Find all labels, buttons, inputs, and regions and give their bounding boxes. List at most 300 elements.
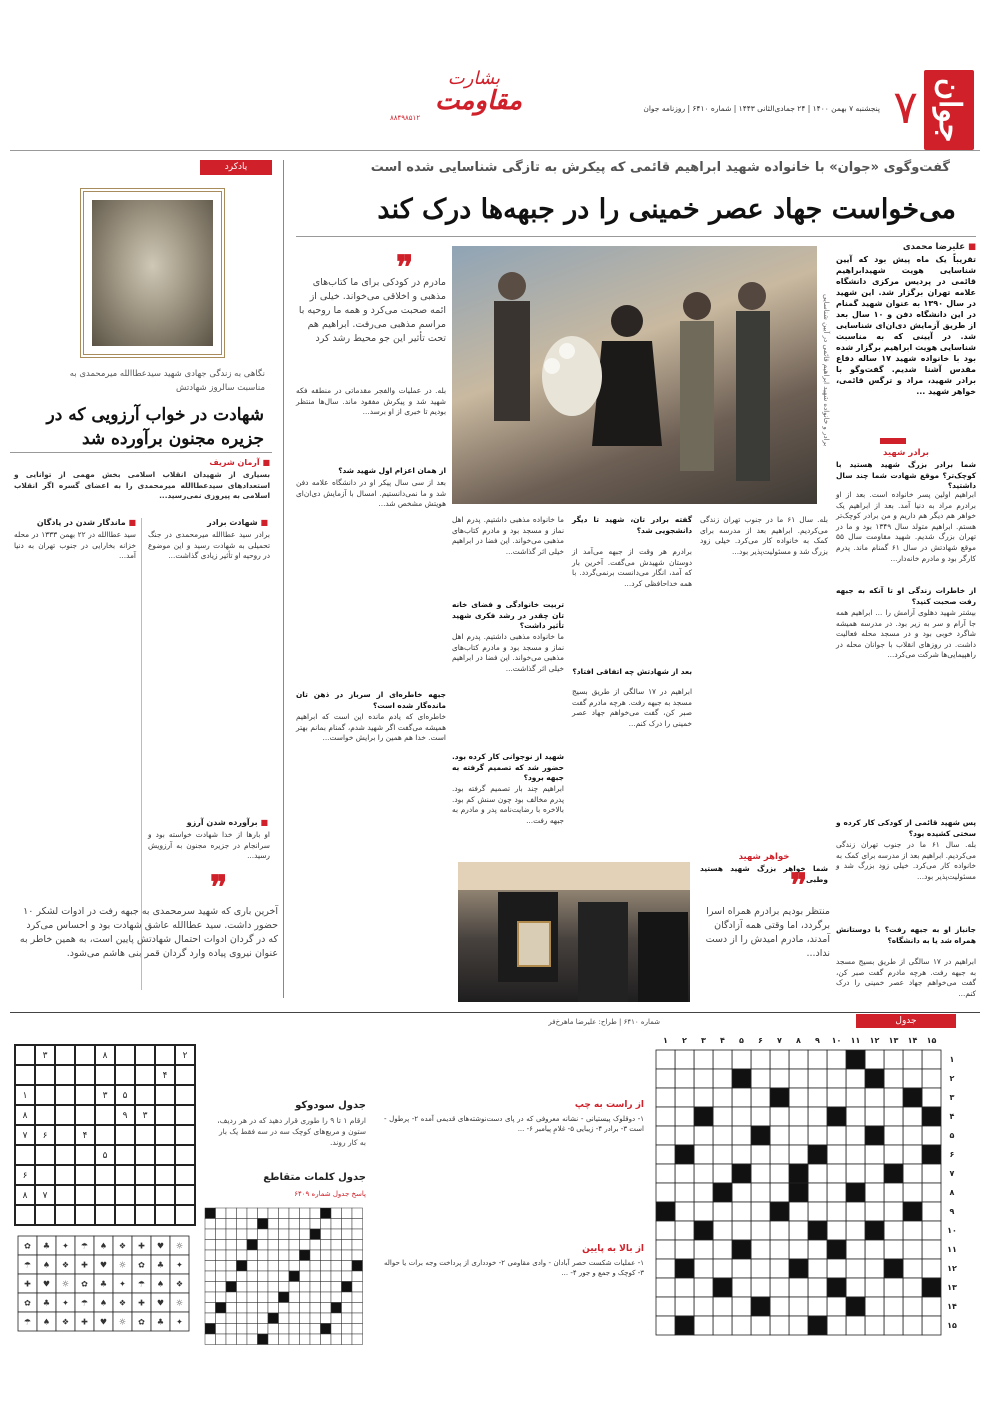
sudoku-cell[interactable] xyxy=(95,1185,115,1205)
crossword-cell[interactable] xyxy=(884,1126,903,1145)
crossword-cell[interactable] xyxy=(789,1202,808,1221)
crossword-cell[interactable] xyxy=(713,1297,732,1316)
crossword-cell[interactable] xyxy=(846,1145,865,1164)
sister-name: شما خواهر بزرگ شهید هستید وطبی xyxy=(697,864,828,884)
answer-cell xyxy=(237,1282,248,1293)
crossword-cell[interactable] xyxy=(846,1278,865,1297)
crossword-cell[interactable] xyxy=(770,1221,789,1240)
crossword-cell[interactable] xyxy=(827,1183,846,1202)
sudoku-cell[interactable] xyxy=(55,1165,75,1185)
crossword-cell[interactable] xyxy=(732,1202,751,1221)
sudoku-cell[interactable] xyxy=(95,1065,115,1085)
crossword-cell[interactable] xyxy=(922,1316,941,1335)
crossword-cell[interactable] xyxy=(903,1183,922,1202)
sudoku-cell[interactable] xyxy=(15,1065,35,1085)
crossword-cell[interactable] xyxy=(656,1316,675,1335)
sudoku-cell[interactable] xyxy=(75,1145,95,1165)
sudoku-cell[interactable]: ۷ xyxy=(15,1125,35,1145)
crossword-cell[interactable] xyxy=(865,1278,884,1297)
crossword-cell[interactable] xyxy=(656,1221,675,1240)
crossword-cell[interactable] xyxy=(827,1221,846,1240)
crossword-cell[interactable] xyxy=(770,1107,789,1126)
sudoku-cell[interactable] xyxy=(155,1125,175,1145)
crossword-cell[interactable] xyxy=(922,1202,941,1221)
crossword-cell[interactable] xyxy=(827,1297,846,1316)
answer-cell xyxy=(310,1282,321,1293)
crossword-grid[interactable] xyxy=(656,1050,941,1335)
crossword-col-number: ۲ xyxy=(682,1036,687,1045)
crossword-cell[interactable] xyxy=(789,1107,808,1126)
crossword-cell[interactable] xyxy=(903,1316,922,1335)
crossword-cell[interactable] xyxy=(694,1164,713,1183)
crossword-cell[interactable] xyxy=(694,1050,713,1069)
crossword-cell[interactable] xyxy=(694,1183,713,1202)
sudoku-cell[interactable]: ۸ xyxy=(95,1045,115,1065)
sudoku-cell[interactable] xyxy=(35,1165,55,1185)
sudoku-cell[interactable]: ۹ xyxy=(115,1105,135,1125)
crossword-cell[interactable] xyxy=(903,1145,922,1164)
sudoku-cell[interactable] xyxy=(155,1205,175,1225)
sudoku-cell[interactable] xyxy=(15,1045,35,1065)
crossword-cell[interactable] xyxy=(865,1202,884,1221)
crossword-cell[interactable] xyxy=(846,1164,865,1183)
crossword-cell[interactable] xyxy=(808,1297,827,1316)
answer-cell xyxy=(310,1261,321,1272)
answer-cell xyxy=(300,1303,311,1314)
crossword-cell[interactable] xyxy=(751,1069,770,1088)
sudoku-cell[interactable] xyxy=(55,1185,75,1205)
crossword-block-cell xyxy=(827,1107,846,1126)
answer-cell xyxy=(300,1208,311,1219)
symbol-svg[interactable] xyxy=(14,1232,194,1342)
answer-cell xyxy=(226,1240,237,1251)
sudoku-cell[interactable]: ۳ xyxy=(95,1085,115,1105)
crossword-cell[interactable] xyxy=(656,1278,675,1297)
sudoku-cell[interactable] xyxy=(155,1105,175,1125)
crossword-cell[interactable] xyxy=(865,1183,884,1202)
crossword-svg[interactable] xyxy=(656,1050,941,1335)
sudoku-cell[interactable] xyxy=(175,1145,195,1165)
crossword-cell[interactable] xyxy=(732,1297,751,1316)
crossword-cell[interactable] xyxy=(922,1069,941,1088)
crossword-cell[interactable] xyxy=(884,1221,903,1240)
crossword-cell[interactable] xyxy=(884,1240,903,1259)
crossword-cell[interactable] xyxy=(770,1069,789,1088)
crossword-cell[interactable] xyxy=(808,1107,827,1126)
sudoku-cell[interactable]: ۳ xyxy=(135,1105,155,1125)
crossword-cell[interactable] xyxy=(827,1126,846,1145)
sudoku-cell[interactable]: ۸ xyxy=(15,1105,35,1125)
crossword-cell[interactable] xyxy=(675,1240,694,1259)
sudoku-cell[interactable] xyxy=(175,1085,195,1105)
sudoku-cell[interactable] xyxy=(55,1065,75,1085)
sudoku-cell[interactable] xyxy=(155,1045,175,1065)
sudoku-cell[interactable] xyxy=(35,1065,55,1085)
symbol-puzzle[interactable] xyxy=(14,1232,194,1342)
sudoku-cell[interactable] xyxy=(135,1185,155,1205)
crossword-cell[interactable] xyxy=(922,1126,941,1145)
crossword-cell[interactable] xyxy=(675,1050,694,1069)
crossword-cell[interactable] xyxy=(922,1240,941,1259)
sudoku-cell[interactable] xyxy=(75,1105,95,1125)
crossword-cell[interactable] xyxy=(922,1164,941,1183)
sudoku-cell[interactable] xyxy=(155,1185,175,1205)
crossword-cell[interactable] xyxy=(732,1221,751,1240)
sudoku-cell[interactable] xyxy=(115,1205,135,1225)
crossword-cell[interactable] xyxy=(713,1202,732,1221)
crossword-cell[interactable] xyxy=(865,1145,884,1164)
crossword-cell[interactable] xyxy=(694,1278,713,1297)
sudoku-cell[interactable] xyxy=(155,1085,175,1105)
crossword-cell[interactable] xyxy=(751,1164,770,1183)
sudoku-cell[interactable] xyxy=(95,1125,115,1145)
crossword-cell[interactable] xyxy=(656,1050,675,1069)
sudoku-cell[interactable]: ۶ xyxy=(15,1165,35,1185)
crossword-cell[interactable] xyxy=(656,1164,675,1183)
crossword-cell[interactable] xyxy=(846,1126,865,1145)
answer-cell xyxy=(226,1334,237,1345)
crossword-cell[interactable] xyxy=(884,1202,903,1221)
sudoku-cell[interactable] xyxy=(75,1205,95,1225)
sudoku-cell[interactable]: ۴ xyxy=(75,1125,95,1145)
sudoku-cell[interactable] xyxy=(35,1105,55,1125)
sudoku-cell[interactable] xyxy=(115,1165,135,1185)
sudoku-cell[interactable] xyxy=(115,1125,135,1145)
symbol-glyph: ✚ xyxy=(81,1260,88,1270)
crossword-cell[interactable] xyxy=(770,1297,789,1316)
sudoku-cell[interactable]: ۴ xyxy=(155,1065,175,1085)
sudoku-cell[interactable] xyxy=(175,1065,195,1085)
crossword-cell[interactable] xyxy=(789,1050,808,1069)
sudoku-cell[interactable] xyxy=(175,1165,195,1185)
crossword-cell[interactable] xyxy=(808,1050,827,1069)
crossword-cell[interactable] xyxy=(656,1183,675,1202)
crossword-cell[interactable] xyxy=(884,1145,903,1164)
crossword-cell[interactable] xyxy=(846,1088,865,1107)
crossword-cell[interactable] xyxy=(713,1088,732,1107)
sudoku-cell[interactable] xyxy=(115,1065,135,1085)
sudoku-cell[interactable] xyxy=(95,1205,115,1225)
crossword-cell[interactable] xyxy=(808,1069,827,1088)
crossword-cell[interactable] xyxy=(827,1164,846,1183)
crossword-cell[interactable] xyxy=(713,1164,732,1183)
crossword-cell[interactable] xyxy=(922,1259,941,1278)
crossword-cell[interactable] xyxy=(922,1183,941,1202)
sudoku-cell[interactable]: ۵ xyxy=(115,1085,135,1105)
answer-cell xyxy=(279,1334,290,1345)
crossword-cell[interactable] xyxy=(751,1240,770,1259)
crossword-cell[interactable] xyxy=(656,1145,675,1164)
crossword-cell[interactable] xyxy=(694,1316,713,1335)
crossword-cell[interactable] xyxy=(751,1202,770,1221)
crossword-cell[interactable] xyxy=(732,1107,751,1126)
crossword-cell[interactable] xyxy=(846,1240,865,1259)
crossword-cell[interactable] xyxy=(732,1259,751,1278)
crossword-cell[interactable] xyxy=(865,1316,884,1335)
crossword-cell[interactable] xyxy=(675,1297,694,1316)
answer-cell xyxy=(216,1292,227,1303)
answer-cell xyxy=(289,1303,300,1314)
crossword-cell[interactable] xyxy=(770,1126,789,1145)
answer-cell xyxy=(310,1271,321,1282)
crossword-cell[interactable] xyxy=(770,1050,789,1069)
crossword-cell[interactable] xyxy=(865,1297,884,1316)
crossword-cell[interactable] xyxy=(827,1316,846,1335)
sudoku-cell[interactable]: ۲ xyxy=(175,1045,195,1065)
crossword-cell[interactable] xyxy=(789,1316,808,1335)
sudoku-cell[interactable] xyxy=(35,1145,55,1165)
sudoku-cell[interactable] xyxy=(15,1205,35,1225)
crossword-cell[interactable] xyxy=(751,1278,770,1297)
crossword-cell[interactable] xyxy=(789,1221,808,1240)
crossword-cell[interactable] xyxy=(732,1126,751,1145)
sudoku-cell[interactable] xyxy=(55,1145,75,1165)
sudoku-cell[interactable] xyxy=(55,1125,75,1145)
crossword-cell[interactable] xyxy=(903,1259,922,1278)
crossword-cell[interactable] xyxy=(808,1278,827,1297)
crossword-cell[interactable] xyxy=(656,1259,675,1278)
crossword-cell[interactable] xyxy=(751,1221,770,1240)
crossword-cell[interactable] xyxy=(751,1316,770,1335)
answer-cell xyxy=(352,1334,363,1345)
sudoku-cell[interactable]: ۳ xyxy=(35,1045,55,1065)
crossword-cell[interactable] xyxy=(789,1145,808,1164)
answer-cell xyxy=(258,1240,269,1251)
crossword-cell[interactable] xyxy=(694,1126,713,1145)
sudoku-cell[interactable] xyxy=(135,1125,155,1145)
crossword-cell[interactable] xyxy=(675,1183,694,1202)
crossword-cell[interactable] xyxy=(865,1240,884,1259)
crossword-cell[interactable] xyxy=(770,1316,789,1335)
crossword-cell[interactable] xyxy=(827,1069,846,1088)
crossword-cell[interactable] xyxy=(656,1297,675,1316)
sudoku-cell[interactable] xyxy=(75,1085,95,1105)
crossword-cell[interactable] xyxy=(694,1069,713,1088)
crossword-cell[interactable] xyxy=(808,1164,827,1183)
sudoku-cell[interactable] xyxy=(135,1065,155,1085)
sudoku-cell[interactable] xyxy=(75,1065,95,1085)
sudoku-cell[interactable]: ۵ xyxy=(95,1145,115,1165)
crossword-cell[interactable] xyxy=(656,1240,675,1259)
crossword-cell[interactable] xyxy=(903,1069,922,1088)
crossword-cell[interactable] xyxy=(675,1107,694,1126)
crossword-cell[interactable] xyxy=(770,1259,789,1278)
crossword-cell[interactable] xyxy=(903,1126,922,1145)
crossword-cell[interactable] xyxy=(903,1164,922,1183)
crossword-cell[interactable] xyxy=(903,1107,922,1126)
crossword-cell[interactable] xyxy=(713,1240,732,1259)
crossword-cell[interactable] xyxy=(751,1145,770,1164)
answer-cell xyxy=(279,1240,290,1251)
sudoku-cell[interactable] xyxy=(75,1165,95,1185)
crossword-cell[interactable] xyxy=(675,1126,694,1145)
sudoku-cell[interactable]: ۱ xyxy=(15,1085,35,1105)
sudoku-cell[interactable] xyxy=(155,1165,175,1185)
crossword-cell[interactable] xyxy=(922,1221,941,1240)
crossword-cell[interactable] xyxy=(808,1088,827,1107)
crossword-cell[interactable] xyxy=(884,1088,903,1107)
crossword-cell[interactable] xyxy=(884,1069,903,1088)
crossword-cell[interactable] xyxy=(884,1316,903,1335)
crossword-cell[interactable] xyxy=(770,1164,789,1183)
crossword-cell[interactable] xyxy=(732,1316,751,1335)
crossword-cell[interactable] xyxy=(770,1145,789,1164)
section-logo-main: مقاومت xyxy=(434,86,522,116)
crossword-cell[interactable] xyxy=(675,1202,694,1221)
crossword-cell[interactable] xyxy=(751,1050,770,1069)
crossword-cell[interactable] xyxy=(694,1297,713,1316)
crossword-cell[interactable] xyxy=(694,1240,713,1259)
sudoku-cell[interactable] xyxy=(135,1085,155,1105)
crossword-cell[interactable] xyxy=(846,1202,865,1221)
crossword-cell[interactable] xyxy=(789,1278,808,1297)
crossword-cell[interactable] xyxy=(865,1259,884,1278)
sudoku-cell[interactable] xyxy=(35,1205,55,1225)
sudoku-cell[interactable] xyxy=(175,1185,195,1205)
answer-cell xyxy=(352,1324,363,1335)
crossword-cell[interactable] xyxy=(751,1259,770,1278)
crossword-cell[interactable] xyxy=(922,1050,941,1069)
crossword-cell[interactable] xyxy=(846,1316,865,1335)
crossword-cell[interactable] xyxy=(903,1240,922,1259)
crossword-cell[interactable] xyxy=(732,1278,751,1297)
crossword-row-number: ۱۰ xyxy=(947,1226,957,1235)
crossword-cell[interactable] xyxy=(846,1107,865,1126)
crossword-cell[interactable] xyxy=(789,1126,808,1145)
sudoku-cell[interactable] xyxy=(135,1145,155,1165)
sudoku-cell[interactable] xyxy=(75,1185,95,1205)
crossword-cell[interactable] xyxy=(922,1088,941,1107)
crossword-cell[interactable] xyxy=(884,1107,903,1126)
crossword-cell[interactable] xyxy=(656,1126,675,1145)
sudoku-cell[interactable] xyxy=(115,1145,135,1165)
crossword-cell[interactable] xyxy=(675,1088,694,1107)
crossword-cell[interactable] xyxy=(770,1278,789,1297)
crossword-cell[interactable] xyxy=(713,1145,732,1164)
crossword-cell[interactable] xyxy=(694,1088,713,1107)
sudoku-cell[interactable] xyxy=(175,1125,195,1145)
sudoku-cell[interactable] xyxy=(175,1105,195,1125)
answer-cell xyxy=(331,1240,342,1251)
crossword-cell[interactable] xyxy=(694,1259,713,1278)
crossword-cell[interactable] xyxy=(903,1050,922,1069)
crossword-block-cell xyxy=(770,1088,789,1107)
crossword-cell[interactable] xyxy=(846,1069,865,1088)
crossword-cell[interactable] xyxy=(732,1050,751,1069)
crossword-cell[interactable] xyxy=(808,1183,827,1202)
crossword-cell[interactable] xyxy=(865,1107,884,1126)
crossword-cell[interactable] xyxy=(713,1050,732,1069)
crossword-cell[interactable] xyxy=(713,1221,732,1240)
sudoku-grid[interactable] xyxy=(14,1044,196,1226)
crossword-cell[interactable] xyxy=(732,1088,751,1107)
crossword-cell[interactable] xyxy=(656,1107,675,1126)
crossword-cell[interactable] xyxy=(694,1202,713,1221)
sudoku-cell[interactable] xyxy=(115,1185,135,1205)
crossword-cell[interactable] xyxy=(789,1088,808,1107)
sudoku-cell[interactable]: ۶ xyxy=(35,1125,55,1145)
crossword-cell[interactable] xyxy=(865,1164,884,1183)
crossword-cell[interactable] xyxy=(675,1069,694,1088)
sudoku-cell[interactable]: ۸ xyxy=(15,1185,35,1205)
crossword-cell[interactable] xyxy=(903,1221,922,1240)
crossword-cell[interactable] xyxy=(884,1297,903,1316)
sudoku-cell[interactable] xyxy=(135,1205,155,1225)
sudoku-cell[interactable]: ۷ xyxy=(35,1185,55,1205)
sudoku-cell[interactable] xyxy=(55,1045,75,1065)
crossword-cell[interactable] xyxy=(789,1069,808,1088)
crossword-cell[interactable] xyxy=(846,1259,865,1278)
crossword-cell[interactable] xyxy=(675,1164,694,1183)
crossword-cell[interactable] xyxy=(827,1050,846,1069)
sudoku-cell[interactable] xyxy=(115,1045,135,1065)
symbol-glyph: ☼ xyxy=(61,1279,70,1289)
crossword-cell[interactable] xyxy=(751,1088,770,1107)
sudoku-cell[interactable] xyxy=(135,1165,155,1185)
sudoku-cell[interactable] xyxy=(35,1085,55,1105)
crossword-cell[interactable] xyxy=(713,1259,732,1278)
sudoku-cell[interactable] xyxy=(15,1145,35,1165)
crossword-cell[interactable] xyxy=(827,1259,846,1278)
crossword-cell[interactable] xyxy=(884,1183,903,1202)
crossword-cell[interactable] xyxy=(656,1088,675,1107)
crossword-cell[interactable] xyxy=(732,1145,751,1164)
crossword-cell[interactable] xyxy=(751,1107,770,1126)
sudoku-cell[interactable] xyxy=(95,1165,115,1185)
sudoku-cell[interactable] xyxy=(155,1145,175,1165)
crossword-cell[interactable] xyxy=(789,1240,808,1259)
crossword-cell[interactable] xyxy=(751,1183,770,1202)
crossword-cell[interactable] xyxy=(694,1145,713,1164)
crossword-cell[interactable] xyxy=(713,1316,732,1335)
sudoku-cell[interactable] xyxy=(135,1045,155,1065)
crossword-cell[interactable] xyxy=(675,1221,694,1240)
crossword-cell[interactable] xyxy=(903,1297,922,1316)
crossword-cell[interactable] xyxy=(922,1297,941,1316)
sudoku-cell[interactable] xyxy=(55,1105,75,1125)
crossword-cell[interactable] xyxy=(846,1221,865,1240)
crossword-cell[interactable] xyxy=(827,1202,846,1221)
crossword-cell[interactable] xyxy=(808,1202,827,1221)
crossword-cell[interactable] xyxy=(656,1069,675,1088)
crossword-cell[interactable] xyxy=(808,1126,827,1145)
crossword-cell[interactable] xyxy=(903,1278,922,1297)
sudoku-cell[interactable] xyxy=(95,1105,115,1125)
answer-cell xyxy=(300,1250,311,1261)
sudoku-cell[interactable] xyxy=(55,1205,75,1225)
crossword-cell[interactable] xyxy=(884,1278,903,1297)
crossword-cell[interactable] xyxy=(713,1069,732,1088)
crossword-cell[interactable] xyxy=(770,1240,789,1259)
crossword-cell[interactable] xyxy=(770,1183,789,1202)
crossword-cell[interactable] xyxy=(865,1050,884,1069)
crossword-cell[interactable] xyxy=(789,1297,808,1316)
crossword-cell[interactable] xyxy=(808,1240,827,1259)
crossword-cell[interactable] xyxy=(713,1126,732,1145)
crossword-cell[interactable] xyxy=(732,1183,751,1202)
crossword-cell[interactable] xyxy=(827,1145,846,1164)
crossword-cell[interactable] xyxy=(808,1259,827,1278)
sudoku-cell[interactable] xyxy=(175,1205,195,1225)
crossword-cell[interactable] xyxy=(884,1050,903,1069)
crossword-cell[interactable] xyxy=(827,1088,846,1107)
crossword-cell[interactable] xyxy=(865,1088,884,1107)
crossword-cell[interactable] xyxy=(675,1278,694,1297)
sudoku-cell[interactable] xyxy=(55,1085,75,1105)
crossword-col-number: ۳ xyxy=(701,1036,706,1045)
crossword-cell[interactable] xyxy=(713,1107,732,1126)
sudoku-cell[interactable] xyxy=(75,1045,95,1065)
